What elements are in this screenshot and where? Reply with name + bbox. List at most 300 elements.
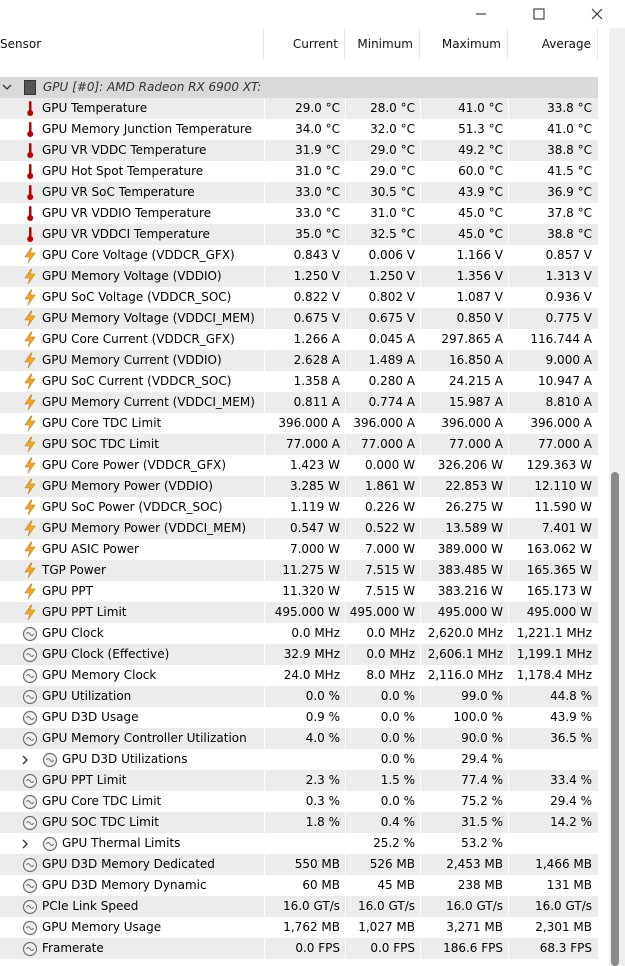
column-separator bbox=[345, 413, 346, 434]
maximum-value: 16.0 GT/s bbox=[445, 899, 503, 913]
average-value: 1.313 V bbox=[545, 269, 592, 283]
clock-icon bbox=[22, 940, 38, 957]
column-separator bbox=[345, 581, 346, 602]
sensor-name: GPU Memory Current (VDDCI_MEM) bbox=[42, 395, 255, 409]
sensor-name: GPU VR VDDIO Temperature bbox=[42, 206, 211, 220]
column-separator bbox=[264, 623, 265, 644]
lightning-icon bbox=[22, 289, 38, 306]
current-value: 1.266 A bbox=[293, 332, 340, 346]
average-value: 41.0 °C bbox=[547, 122, 592, 136]
column-separator bbox=[420, 287, 421, 308]
sensor-row[interactable] bbox=[0, 245, 598, 266]
maximum-value: 22.853 W bbox=[445, 479, 503, 493]
minimum-value: 0.675 V bbox=[368, 311, 415, 325]
current-value: 11.275 W bbox=[282, 563, 340, 577]
sensor-name: GPU Memory Voltage (VDDIO) bbox=[42, 269, 222, 283]
column-separator bbox=[508, 665, 509, 686]
sensor-row[interactable] bbox=[0, 938, 598, 959]
column-separator bbox=[420, 308, 421, 329]
sensor-name: GPU SoC Current (VDDCR_SOC) bbox=[42, 374, 232, 388]
maximum-value: 495.000 W bbox=[437, 605, 503, 619]
tree-node-row[interactable] bbox=[0, 833, 598, 854]
lightning-icon bbox=[22, 562, 38, 579]
column-separator bbox=[345, 476, 346, 497]
minimum-value: 1.250 V bbox=[368, 269, 415, 283]
column-separator bbox=[345, 140, 346, 161]
average-value: 68.3 FPS bbox=[539, 941, 592, 955]
column-separator bbox=[345, 371, 346, 392]
sensor-row[interactable] bbox=[0, 518, 598, 539]
column-separator bbox=[345, 161, 346, 182]
column-separator bbox=[264, 413, 265, 434]
average-value: 36.5 % bbox=[550, 731, 592, 745]
current-value: 550 MB bbox=[294, 857, 340, 871]
current-value: 0.9 % bbox=[305, 710, 340, 724]
maximum-value: 15.987 A bbox=[448, 395, 503, 409]
current-value: 32.9 MHz bbox=[283, 647, 340, 661]
tree-node-row[interactable] bbox=[0, 749, 598, 770]
column-separator bbox=[345, 497, 346, 518]
column-separator bbox=[508, 266, 509, 287]
sensor-row[interactable] bbox=[0, 476, 598, 497]
column-separator bbox=[264, 266, 265, 287]
current-value: 0.675 V bbox=[293, 311, 340, 325]
column-separator bbox=[508, 518, 509, 539]
minimum-value: 25.2 % bbox=[373, 836, 415, 850]
minimum-value: 0.0 % bbox=[380, 689, 415, 703]
average-value: 7.401 W bbox=[541, 521, 592, 535]
sensor-name: GPU Temperature bbox=[42, 101, 148, 115]
minimum-value: 0.0 % bbox=[380, 710, 415, 724]
maximum-value: 41.0 °C bbox=[458, 101, 503, 115]
current-value: 1.250 V bbox=[293, 269, 340, 283]
sensor-row[interactable] bbox=[0, 770, 598, 791]
sensor-row[interactable] bbox=[0, 434, 598, 455]
clock-icon bbox=[42, 835, 58, 852]
column-separator bbox=[420, 245, 421, 266]
column-separator bbox=[345, 665, 346, 686]
sensor-row[interactable] bbox=[0, 707, 598, 728]
sensor-row[interactable] bbox=[0, 665, 598, 686]
column-separator bbox=[508, 161, 509, 182]
sensor-row[interactable] bbox=[0, 371, 598, 392]
column-separator bbox=[420, 581, 421, 602]
average-value: 29.4 % bbox=[550, 794, 592, 808]
column-separator bbox=[264, 224, 265, 245]
column-separator bbox=[345, 707, 346, 728]
thermometer-icon bbox=[22, 121, 38, 138]
sensor-row[interactable] bbox=[0, 392, 598, 413]
column-separator bbox=[420, 833, 421, 854]
thermometer-icon bbox=[22, 226, 38, 243]
column-separator bbox=[264, 350, 265, 371]
column-separator bbox=[264, 434, 265, 455]
minimize-button[interactable] bbox=[458, 0, 504, 28]
minimum-value: 1.5 % bbox=[380, 773, 415, 787]
lightning-icon bbox=[22, 268, 38, 285]
column-separator bbox=[420, 539, 421, 560]
column-separator bbox=[264, 518, 265, 539]
sensor-row[interactable] bbox=[0, 728, 598, 749]
minimum-value: 29.0 °C bbox=[370, 164, 415, 178]
column-separator bbox=[508, 476, 509, 497]
group-row-gpu[interactable] bbox=[0, 77, 598, 98]
current-value: 1.119 W bbox=[289, 500, 340, 514]
maximum-value: 2,620.0 MHz bbox=[427, 626, 503, 640]
average-value: 36.9 °C bbox=[547, 185, 592, 199]
current-value: 35.0 °C bbox=[295, 227, 340, 241]
column-separator bbox=[264, 476, 265, 497]
lightning-icon bbox=[22, 583, 38, 600]
header-average[interactable]: Average bbox=[508, 28, 598, 60]
lightning-icon bbox=[22, 331, 38, 348]
column-separator bbox=[264, 896, 265, 917]
minimum-value: 0.000 W bbox=[364, 458, 415, 472]
sensor-name: GPU Memory Voltage (VDDCI_MEM) bbox=[42, 311, 255, 325]
sensor-name: GPU PPT Limit bbox=[42, 605, 127, 619]
lightning-icon bbox=[22, 373, 38, 390]
lightning-icon bbox=[22, 352, 38, 369]
column-separator bbox=[264, 581, 265, 602]
column-separator bbox=[508, 581, 509, 602]
title-bar bbox=[0, 0, 625, 28]
sensor-row[interactable] bbox=[0, 329, 598, 350]
header-current[interactable]: Current bbox=[264, 28, 345, 60]
current-value: 1.423 W bbox=[289, 458, 340, 472]
maximum-value: 389.000 W bbox=[437, 542, 503, 556]
column-separator bbox=[508, 791, 509, 812]
maximum-value: 51.3 °C bbox=[458, 122, 503, 136]
sensor-row[interactable] bbox=[0, 875, 598, 896]
column-separator bbox=[420, 224, 421, 245]
sensor-row[interactable] bbox=[0, 791, 598, 812]
maximum-value: 53.2 % bbox=[461, 836, 503, 850]
current-value: 16.0 GT/s bbox=[282, 899, 340, 913]
column-separator bbox=[508, 140, 509, 161]
sensor-row[interactable] bbox=[0, 812, 598, 833]
minimum-value: 32.5 °C bbox=[370, 227, 415, 241]
sensor-name: GPU Memory Controller Utilization bbox=[42, 731, 247, 745]
column-separator bbox=[508, 749, 509, 770]
header-sensor[interactable]: Sensor bbox=[0, 28, 264, 60]
chevron-right-icon[interactable] bbox=[20, 749, 30, 770]
maximum-value: 26.275 W bbox=[445, 500, 503, 514]
minimum-value: 0.4 % bbox=[380, 815, 415, 829]
current-value: 29.0 °C bbox=[295, 101, 340, 115]
average-value: 8.810 A bbox=[545, 395, 592, 409]
sensor-row[interactable] bbox=[0, 203, 598, 224]
column-separator bbox=[420, 770, 421, 791]
column-separator bbox=[420, 707, 421, 728]
maximum-value: 186.6 FPS bbox=[443, 941, 503, 955]
column-separator bbox=[264, 791, 265, 812]
column-separator bbox=[508, 182, 509, 203]
sensor-row[interactable] bbox=[0, 182, 598, 203]
maximum-value: 77.000 A bbox=[448, 437, 503, 451]
minimum-value: 31.0 °C bbox=[370, 206, 415, 220]
average-value: 33.4 % bbox=[550, 773, 592, 787]
close-icon bbox=[591, 8, 603, 20]
column-separator bbox=[264, 917, 265, 938]
header-maximum[interactable]: Maximum bbox=[420, 28, 508, 60]
scrollbar-thumb[interactable] bbox=[611, 472, 619, 966]
minimum-value: 7.515 W bbox=[364, 563, 415, 577]
column-separator bbox=[508, 854, 509, 875]
column-separator bbox=[264, 539, 265, 560]
column-separator bbox=[345, 266, 346, 287]
average-value: 33.8 °C bbox=[547, 101, 592, 115]
average-value: 44.8 % bbox=[550, 689, 592, 703]
minimum-value: 1.489 A bbox=[368, 353, 415, 367]
maximum-value: 45.0 °C bbox=[458, 227, 503, 241]
clock-icon bbox=[22, 793, 38, 810]
column-separator bbox=[345, 875, 346, 896]
sensor-row[interactable] bbox=[0, 413, 598, 434]
clock-icon bbox=[22, 877, 38, 894]
column-separator bbox=[345, 350, 346, 371]
lightning-icon bbox=[22, 541, 38, 558]
average-value: 41.5 °C bbox=[547, 164, 592, 178]
thermometer-icon bbox=[22, 205, 38, 222]
maximize-button[interactable] bbox=[516, 0, 562, 28]
sensor-name: GPU Core TDC Limit bbox=[42, 794, 162, 808]
sensor-name: GPU SOC TDC Limit bbox=[42, 815, 159, 829]
minimum-value: 77.000 A bbox=[360, 437, 415, 451]
minimum-value: 8.0 MHz bbox=[366, 668, 415, 682]
column-separator bbox=[508, 896, 509, 917]
sensor-name: GPU Hot Spot Temperature bbox=[42, 164, 204, 178]
sensor-name: PCIe Link Speed bbox=[42, 899, 139, 913]
minimum-value: 0.0 % bbox=[380, 731, 415, 745]
column-separator bbox=[345, 833, 346, 854]
minimum-value: 1.861 W bbox=[364, 479, 415, 493]
column-separator bbox=[420, 371, 421, 392]
sensor-name: GPU Clock (Effective) bbox=[42, 647, 170, 661]
sensor-row[interactable] bbox=[0, 350, 598, 371]
column-separator bbox=[345, 98, 346, 119]
header-minimum[interactable]: Minimum bbox=[345, 28, 420, 60]
clock-icon bbox=[22, 709, 38, 726]
chevron-down-icon[interactable] bbox=[1, 77, 13, 98]
column-separator bbox=[264, 686, 265, 707]
clock-icon bbox=[22, 730, 38, 747]
maximum-value: 99.0 % bbox=[461, 689, 503, 703]
column-separator bbox=[420, 791, 421, 812]
column-separator bbox=[345, 770, 346, 791]
maximum-value: 75.2 % bbox=[461, 794, 503, 808]
maximize-icon bbox=[533, 8, 545, 20]
sensor-name: GPU VR VDDCI Temperature bbox=[42, 227, 210, 241]
average-value: 14.2 % bbox=[550, 815, 592, 829]
sensor-row[interactable] bbox=[0, 308, 598, 329]
column-separator bbox=[345, 791, 346, 812]
sensor-row[interactable] bbox=[0, 539, 598, 560]
current-value: 4.0 % bbox=[305, 731, 340, 745]
column-separator bbox=[508, 287, 509, 308]
column-separator bbox=[508, 623, 509, 644]
maximum-value: 16.850 A bbox=[448, 353, 503, 367]
column-separator bbox=[345, 938, 346, 959]
sensor-row[interactable] bbox=[0, 266, 598, 287]
lightning-icon bbox=[22, 499, 38, 516]
maximum-value: 326.206 W bbox=[437, 458, 503, 472]
current-value: 495.000 W bbox=[274, 605, 340, 619]
column-separator bbox=[508, 917, 509, 938]
clock-icon bbox=[42, 751, 58, 768]
column-separator bbox=[345, 518, 346, 539]
lightning-icon bbox=[22, 520, 38, 537]
sensor-name: GPU D3D Memory Dynamic bbox=[42, 878, 207, 892]
maximum-value: 2,116.0 MHz bbox=[427, 668, 503, 682]
sensor-row[interactable] bbox=[0, 224, 598, 245]
average-value: 38.8 °C bbox=[547, 227, 592, 241]
column-separator bbox=[345, 728, 346, 749]
column-separator bbox=[264, 287, 265, 308]
thermometer-icon bbox=[22, 142, 38, 159]
average-value: 163.062 W bbox=[526, 542, 592, 556]
column-separator bbox=[420, 623, 421, 644]
sensor-row[interactable] bbox=[0, 140, 598, 161]
column-separator bbox=[508, 203, 509, 224]
column-separator bbox=[508, 434, 509, 455]
minimum-value: 28.0 °C bbox=[370, 101, 415, 115]
column-separator bbox=[264, 245, 265, 266]
maximum-value: 60.0 °C bbox=[458, 164, 503, 178]
maximum-value: 297.865 A bbox=[441, 332, 503, 346]
column-separator bbox=[264, 602, 265, 623]
sensor-name: GPU Core Voltage (VDDCR_GFX) bbox=[42, 248, 235, 262]
sensor-row[interactable] bbox=[0, 497, 598, 518]
sensor-name: GPU D3D Memory Dedicated bbox=[42, 857, 215, 871]
maximum-value: 90.0 % bbox=[461, 731, 503, 745]
average-value: 9.000 A bbox=[545, 353, 592, 367]
minimum-value: 0.0 FPS bbox=[370, 941, 415, 955]
column-separator bbox=[345, 224, 346, 245]
column-separator bbox=[420, 140, 421, 161]
column-separator bbox=[420, 434, 421, 455]
column-separator bbox=[420, 350, 421, 371]
current-value: 1.8 % bbox=[305, 815, 340, 829]
sensor-name: GPU Core Current (VDDCR_GFX) bbox=[42, 332, 235, 346]
minimum-value: 0.045 A bbox=[368, 332, 415, 346]
column-separator bbox=[420, 728, 421, 749]
average-value: 77.000 A bbox=[537, 437, 592, 451]
sensor-name: GPU VR SoC Temperature bbox=[42, 185, 195, 199]
column-separator bbox=[264, 749, 265, 770]
sensor-row[interactable] bbox=[0, 560, 598, 581]
minimum-value: 0.522 W bbox=[364, 521, 415, 535]
maximum-value: 383.485 W bbox=[437, 563, 503, 577]
maximum-value: 238 MB bbox=[457, 878, 503, 892]
column-separator bbox=[264, 644, 265, 665]
thermometer-icon bbox=[22, 100, 38, 117]
sensor-row[interactable] bbox=[0, 455, 598, 476]
chevron-right-icon[interactable] bbox=[20, 833, 30, 854]
column-separator bbox=[420, 518, 421, 539]
average-value: 2,301 MB bbox=[535, 920, 592, 934]
clock-icon bbox=[22, 625, 38, 642]
maximum-value: 100.0 % bbox=[453, 710, 503, 724]
column-separator bbox=[264, 560, 265, 581]
column-separator bbox=[420, 854, 421, 875]
maximum-value: 24.215 A bbox=[448, 374, 503, 388]
thermometer-icon bbox=[22, 163, 38, 180]
clock-icon bbox=[22, 646, 38, 663]
column-separator bbox=[508, 602, 509, 623]
sensor-row[interactable] bbox=[0, 287, 598, 308]
average-value: 16.0 GT/s bbox=[534, 899, 592, 913]
sensor-row[interactable] bbox=[0, 896, 598, 917]
sensor-name: GPU D3D Usage bbox=[42, 710, 139, 724]
column-separator bbox=[420, 875, 421, 896]
sensor-name: GPU ASIC Power bbox=[42, 542, 139, 556]
minimum-value: 0.0 MHz bbox=[366, 626, 415, 640]
sensor-row[interactable] bbox=[0, 644, 598, 665]
minimum-value: 0.0 % bbox=[380, 794, 415, 808]
column-separator bbox=[420, 917, 421, 938]
column-separator bbox=[264, 371, 265, 392]
column-separator bbox=[420, 161, 421, 182]
average-value: 165.365 W bbox=[526, 563, 592, 577]
column-separator bbox=[420, 476, 421, 497]
column-separator bbox=[264, 329, 265, 350]
sensor-row[interactable] bbox=[0, 98, 598, 119]
lightning-icon bbox=[22, 415, 38, 432]
column-separator bbox=[420, 182, 421, 203]
sensor-name: TGP Power bbox=[42, 563, 106, 577]
sensor-name: GPU Memory Current (VDDIO) bbox=[42, 353, 222, 367]
sensor-name: GPU PPT bbox=[42, 584, 93, 598]
sensor-row[interactable] bbox=[0, 581, 598, 602]
close-button[interactable] bbox=[574, 0, 620, 28]
average-value: 43.9 % bbox=[550, 710, 592, 724]
minimum-value: 7.000 W bbox=[364, 542, 415, 556]
current-value: 0.811 A bbox=[293, 395, 340, 409]
clock-icon bbox=[22, 688, 38, 705]
sensor-name: GPU Utilization bbox=[42, 689, 132, 703]
sensor-row[interactable] bbox=[0, 602, 598, 623]
maximum-value: 0.850 V bbox=[456, 311, 503, 325]
average-value: 10.947 A bbox=[537, 374, 592, 388]
sensor-row[interactable] bbox=[0, 623, 598, 644]
sensor-row[interactable] bbox=[0, 161, 598, 182]
column-separator bbox=[345, 896, 346, 917]
column-separator bbox=[420, 602, 421, 623]
column-separator bbox=[345, 455, 346, 476]
sensor-row[interactable] bbox=[0, 854, 598, 875]
column-separator bbox=[345, 686, 346, 707]
column-separator bbox=[508, 833, 509, 854]
column-separator bbox=[508, 644, 509, 665]
current-value: 1.358 A bbox=[293, 374, 340, 388]
maximum-value: 396.000 A bbox=[441, 416, 503, 430]
minimum-value: 45 MB bbox=[377, 878, 415, 892]
sensor-row[interactable] bbox=[0, 119, 598, 140]
column-separator bbox=[345, 560, 346, 581]
current-value: 1,762 MB bbox=[283, 920, 340, 934]
sensor-name: GPU Memory Power (VDDCI_MEM) bbox=[42, 521, 247, 535]
current-value: 0.3 % bbox=[305, 794, 340, 808]
column-separator bbox=[264, 665, 265, 686]
lightning-icon bbox=[22, 310, 38, 327]
sensor-row[interactable] bbox=[0, 917, 598, 938]
column-separator bbox=[420, 644, 421, 665]
column-separator bbox=[508, 392, 509, 413]
column-separator bbox=[264, 161, 265, 182]
column-separator bbox=[264, 728, 265, 749]
sensor-row[interactable] bbox=[0, 686, 598, 707]
column-separator bbox=[508, 707, 509, 728]
